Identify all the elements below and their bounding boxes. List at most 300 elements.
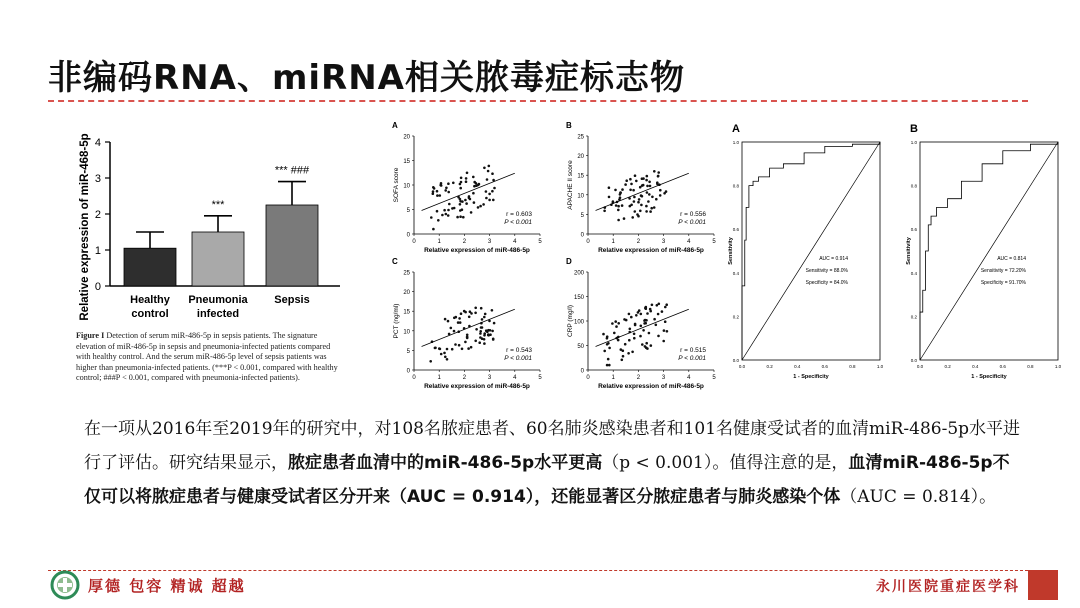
scatter-point — [639, 210, 642, 213]
scatter-ylabel: APACHE II score — [567, 160, 574, 210]
scatter-point — [633, 200, 636, 203]
scatter-point — [646, 175, 649, 178]
scatter-point — [643, 319, 646, 322]
scatter-ytick-label: 5 — [406, 348, 410, 355]
scatter-point — [475, 182, 478, 185]
scatter-point — [655, 324, 658, 327]
bar — [124, 248, 176, 286]
scatter-point — [622, 349, 625, 352]
roc-ytick-label: 0.0 — [910, 358, 917, 363]
scatter-xtick-label: 4 — [513, 239, 517, 245]
scatter-point — [649, 185, 652, 188]
roc-ytick-label: 1.0 — [732, 140, 739, 145]
roc-ytick-label: 0.6 — [732, 227, 739, 233]
scatter-point — [452, 182, 455, 185]
scatter-point — [430, 216, 433, 219]
scatter-ytick-label: 15 — [403, 159, 410, 165]
scatter-point — [458, 344, 461, 347]
scatter-point — [630, 183, 633, 186]
scatter-xtick-label: 1 — [611, 239, 615, 245]
roc-ytick-label: 0.8 — [732, 183, 739, 189]
scatter-p-value: P < 0.001 — [504, 219, 532, 226]
scatter-xtick-label: 2 — [636, 239, 641, 245]
footer-motto: 厚德 包容 精诚 超越 — [88, 576, 246, 595]
scatter-point — [478, 341, 481, 344]
scatter-point — [645, 306, 648, 309]
scatter-xtick-label: 4 — [687, 375, 691, 381]
scatter-point — [648, 181, 651, 184]
scatter-point — [485, 197, 488, 200]
scatter-point — [440, 353, 443, 356]
scatter-point — [642, 184, 645, 187]
bar-chart-ylabel: Relative expression of miR-468-5p — [79, 133, 91, 321]
scatter-ytick-label: 0 — [406, 368, 410, 375]
scatter-point — [640, 313, 643, 316]
scatter-point — [432, 228, 435, 231]
scatter-point — [653, 206, 656, 209]
scatter-point — [629, 205, 632, 208]
scatter-ylabel: SOFA score — [393, 167, 400, 203]
scatter-point — [483, 316, 486, 319]
scatter-point — [483, 167, 486, 170]
scatter-panel-a — [388, 116, 548, 256]
scatter-point — [621, 188, 624, 191]
scatter-point — [619, 193, 622, 196]
roc-xtick-label: 0.0 — [916, 364, 924, 369]
scatter-point — [466, 336, 469, 339]
scatter-point — [446, 348, 449, 351]
scatter-point — [633, 333, 636, 336]
scatter-ytick-label: 25 — [403, 270, 410, 277]
scatter-p-value: P < 0.001 — [504, 355, 532, 362]
scatter-xtick-label: 3 — [487, 375, 492, 381]
roc-diagonal — [742, 142, 880, 360]
scatter-point — [639, 186, 642, 189]
roc-xtick-label: 0.8 — [1027, 364, 1034, 369]
bar-chart-ytick-label: 1 — [94, 245, 101, 257]
body-text-3: （AUC = 0.814）。 — [840, 487, 997, 507]
scatter-point — [441, 214, 444, 217]
scatter-point — [637, 201, 640, 204]
scatter-point — [651, 196, 654, 199]
scatter-point — [491, 190, 494, 193]
scatter-point — [659, 194, 662, 197]
scatter-point — [641, 195, 644, 198]
roc-ytick-label: 0.4 — [732, 270, 739, 276]
scatter-xlabel: Relative expression of miR-486-5p — [424, 247, 530, 254]
scatter-point — [657, 175, 660, 178]
scatter-point — [481, 318, 484, 321]
scatter-point — [468, 195, 471, 198]
scatter-point — [606, 343, 609, 346]
scatter-point — [637, 311, 640, 314]
scatter-point — [460, 177, 463, 180]
scatter-point — [443, 209, 446, 212]
scatter-r-value: r = 0.603 — [506, 211, 532, 218]
scatter-point — [646, 185, 649, 188]
scatter-point — [627, 352, 630, 355]
scatter-ytick-label: 50 — [577, 344, 584, 350]
scatter-point — [445, 187, 448, 190]
scatter-point — [634, 323, 637, 326]
scatter-point — [439, 348, 442, 351]
scatter-point — [633, 196, 636, 199]
scatter-point — [432, 192, 435, 195]
bar-chart-ytick-label: 2 — [94, 209, 101, 221]
scatter-p-value: P < 0.001 — [678, 355, 706, 362]
scatter-point — [657, 313, 660, 316]
scatter-xtick-label: 1 — [437, 239, 441, 245]
scatter-point — [487, 334, 490, 337]
roc-xtick-label: 0.0 — [738, 364, 746, 369]
scatter-point — [462, 216, 465, 219]
scatter-point — [656, 181, 659, 184]
scatter-ytick-label: 200 — [573, 270, 584, 277]
bar-chart-ytick-label: 3 — [94, 173, 101, 185]
scatter-point — [646, 191, 649, 194]
scatter-point — [629, 178, 632, 181]
scatter-point — [444, 318, 447, 321]
scatter-point — [451, 207, 454, 210]
scatter-point — [473, 201, 476, 204]
scatter-point — [472, 192, 475, 195]
scatter-point — [461, 200, 464, 203]
scatter-point — [650, 207, 653, 210]
footer-left — [50, 568, 246, 602]
figure-caption-label: Figure I — [76, 331, 105, 340]
roc-xlabel: 1 - Specificity — [971, 374, 1007, 380]
scatter-point — [448, 203, 451, 206]
scatter-point — [465, 180, 468, 183]
scatter-point — [648, 193, 651, 196]
scatter-point — [634, 210, 637, 213]
scatter-point — [614, 320, 617, 323]
scatter-point — [636, 213, 639, 216]
scatter-point — [662, 340, 665, 343]
scatter-point — [453, 330, 456, 333]
scatter-point — [649, 310, 652, 313]
scatter-point — [450, 327, 453, 330]
scatter-point — [607, 358, 610, 361]
scatter-point — [646, 312, 649, 315]
scatter-point — [617, 205, 620, 208]
scatter-point — [647, 200, 650, 203]
scatter-point — [487, 170, 490, 173]
scatter-point — [489, 333, 492, 336]
scatter-point — [447, 191, 450, 194]
scatter-panel-letter: B — [566, 121, 572, 130]
figure-caption-text: Detection of serum miR-486-5p in sepsis patients. The signature elevation of miR-486-5p in sepsis and pneumonia-infected patients compared with healthy control. And the serum miR-486-5p level of sepsis patients was higher than pneumonia-infected patients. (***P < 0.001, compared with healthy control; ###P < 0.001, compared with pneumonia-infected patients). — [76, 331, 338, 383]
scatter-point — [459, 198, 462, 201]
scatter-point — [661, 310, 664, 313]
scatter-ytick-label: 5 — [406, 208, 410, 214]
scatter-point — [447, 320, 450, 323]
bar-category-label: Pneumonia — [188, 294, 248, 306]
scatter-ytick-label: 10 — [403, 329, 410, 336]
scatter-point — [469, 310, 472, 313]
scatter-xtick-label: 3 — [661, 239, 666, 245]
body-highlight-1: 脓症患者血清中的miR-486-5p水平更高 — [288, 453, 603, 473]
roc-specificity-label: Specificity = 91.70% — [980, 280, 1026, 286]
roc-ytick-label: 0.4 — [910, 270, 917, 276]
scatter-point — [483, 342, 486, 345]
scatter-point — [455, 316, 458, 319]
roc-sensitivity-label: Sensitivity = 72.20% — [980, 268, 1026, 274]
roc-ytick-label: 0.8 — [910, 183, 917, 189]
scatter-point — [641, 343, 644, 346]
roc-ylabel: Sensitivity — [728, 237, 734, 265]
scatter-ylabel: PCT (ng/ml) — [393, 303, 400, 339]
title-divider — [48, 100, 1028, 102]
scatter-regression-line — [422, 309, 515, 346]
body-highlight-2: 血清miR-486-5p不仅可以将脓症患者与健康受试者区分开来（AUC = 0.914），还能显著区分脓症患者与肺炎感染个体 — [84, 453, 1010, 507]
bar — [266, 205, 318, 286]
scatter-point — [656, 304, 659, 307]
scatter-point — [631, 351, 634, 354]
body-text-2: （p < 0.001）。值得注意的是， — [602, 453, 849, 473]
scatter-point — [644, 345, 647, 348]
roc-ytick-label: 1.0 — [910, 140, 917, 145]
scatter-ytick-label: 0 — [580, 232, 584, 239]
scatter-point — [483, 334, 486, 337]
scatter-point — [475, 184, 478, 187]
scatter-point — [608, 186, 611, 189]
scatter-point — [653, 318, 656, 321]
scatter-r-value: r = 0.543 — [506, 347, 532, 354]
scatter-point — [631, 216, 634, 219]
scatter-point — [460, 181, 463, 184]
scatter-point — [443, 352, 446, 355]
scatter-xlabel: Relative expression of miR-486-5p — [424, 383, 530, 390]
scatter-point — [486, 330, 489, 333]
scatter-point — [641, 177, 644, 180]
scatter-panel-letter: A — [392, 121, 398, 130]
roc-ytick-label: 0.2 — [910, 314, 917, 320]
scatter-xtick-label: 0 — [412, 239, 416, 245]
scatter-point — [651, 304, 654, 307]
scatter-point — [493, 187, 496, 190]
scatter-point — [640, 325, 643, 328]
scatter-point — [645, 205, 648, 208]
scatter-point — [485, 190, 488, 193]
roc-panel-letter: B — [910, 123, 918, 135]
scatter-xtick-label: 5 — [538, 375, 542, 381]
bar-chart-ytick-label: 0 — [94, 281, 101, 293]
scatter-point — [642, 329, 645, 332]
scatter-point — [482, 203, 485, 206]
scatter-point — [623, 318, 626, 321]
scatter-xtick-label: 4 — [687, 239, 691, 245]
scatter-point — [429, 360, 432, 363]
scatter-point — [645, 210, 648, 213]
scatter-regression-line — [596, 309, 689, 346]
scatter-point — [459, 321, 462, 324]
roc-panel-a — [722, 116, 892, 392]
scatter-point — [486, 178, 489, 181]
scatter-point — [460, 312, 463, 315]
bar-chart — [70, 112, 360, 327]
scatter-xtick-label: 1 — [437, 375, 441, 381]
scatter-point — [454, 343, 457, 346]
scatter-point — [606, 337, 609, 340]
slide-title: 非编码RNA、miRNA相关脓毒症标志物 — [48, 58, 685, 98]
scatter-point — [434, 347, 437, 350]
scatter-point — [615, 325, 618, 328]
scatter-point — [444, 356, 447, 359]
scatter-point — [488, 199, 491, 202]
scatter-point — [643, 322, 646, 325]
bar-category-label: Healthy — [130, 294, 170, 306]
scatter-point — [465, 177, 468, 180]
scatter-xtick-label: 5 — [538, 239, 542, 245]
scatter-ytick-label: 150 — [573, 295, 584, 301]
scatter-point — [649, 210, 652, 213]
scatter-point — [439, 194, 442, 197]
scatter-point — [461, 208, 464, 211]
scatter-point — [459, 203, 462, 206]
scatter-point — [474, 307, 477, 310]
scatter-point — [635, 180, 638, 183]
scatter-r-value: r = 0.556 — [680, 211, 706, 218]
scatter-point — [459, 215, 462, 218]
scatter-ytick-label: 15 — [577, 173, 584, 180]
scatter-point — [445, 213, 448, 216]
scatter-point — [640, 204, 643, 207]
scatter-point — [480, 307, 483, 310]
scatter-point — [492, 338, 495, 341]
body-paragraph — [84, 412, 1024, 514]
scatter-point — [464, 199, 467, 202]
scatter-point — [472, 176, 475, 179]
scatter-point — [624, 343, 627, 346]
scatter-point — [657, 335, 660, 338]
scatter-point — [657, 171, 660, 174]
scatter-xlabel: Relative expression of miR-486-5p — [598, 383, 704, 390]
roc-ytick-label: 0.2 — [732, 314, 739, 320]
scatter-point — [491, 172, 494, 175]
roc-xtick-label: 0.2 — [766, 364, 773, 369]
roc-xtick-label: 0.6 — [999, 364, 1006, 369]
scatter-point — [645, 179, 648, 182]
scatter-point — [633, 337, 636, 340]
scatter-point — [665, 303, 668, 306]
roc-xlabel: 1 - Specificity — [793, 374, 829, 380]
scatter-point — [436, 190, 439, 193]
scatter-xtick-label: 4 — [513, 375, 517, 381]
hospital-logo-icon — [50, 570, 80, 600]
scatter-xtick-label: 2 — [462, 375, 467, 381]
scatter-point — [613, 332, 616, 335]
scatter-regression-line — [422, 173, 515, 210]
seal-stamp-icon — [1028, 570, 1058, 600]
scatter-point — [622, 355, 625, 358]
scatter-point — [653, 170, 656, 173]
roc-sensitivity-label: Sensitivity = 88.0% — [805, 268, 848, 274]
roc-specificity-label: Specificity = 84.0% — [805, 280, 848, 286]
scatter-point — [655, 198, 658, 201]
scatter-point — [625, 179, 628, 182]
scatter-xtick-label: 1 — [611, 375, 615, 381]
scatter-point — [639, 335, 642, 338]
scatter-point — [623, 217, 626, 220]
scatter-point — [480, 326, 483, 329]
scatter-point — [466, 172, 469, 175]
scatter-point — [617, 219, 620, 222]
roc-xtick-label: 0.4 — [794, 364, 801, 369]
scatter-panel-b — [562, 116, 722, 256]
roc-xtick-label: 1.0 — [876, 364, 884, 369]
scatter-point — [465, 202, 468, 205]
scatter-point — [474, 312, 477, 315]
scatter-xtick-label: 3 — [487, 239, 492, 245]
roc-auc-label: AUC = 0.914 — [819, 256, 848, 262]
scatter-r-value: r = 0.515 — [680, 347, 706, 354]
scatter-point — [621, 204, 624, 207]
scatter-xtick-label: 2 — [636, 375, 641, 381]
scatter-point — [621, 359, 624, 362]
scatter-point — [484, 313, 487, 316]
scatter-point — [608, 196, 611, 199]
scatter-point — [611, 322, 614, 325]
scatter-point — [489, 329, 492, 332]
body-text-1: 在一项从2016年至2019年的研究中，对108名脓症患者、60名肺炎感染患者和101名健康受试者的血清miR-486-5p水平进行了评估。研究结果显示， — [84, 419, 1021, 473]
scatter-panel-letter: C — [392, 257, 398, 266]
roc-xtick-label: 0.2 — [944, 364, 951, 369]
scatter-xtick-label: 0 — [586, 375, 590, 381]
scatter-point — [603, 210, 606, 213]
scatter-point — [628, 339, 631, 342]
scatter-xtick-label: 5 — [712, 239, 716, 245]
scatter-point — [666, 330, 669, 333]
scatter-point — [635, 314, 638, 317]
scatter-point — [491, 309, 494, 312]
scatter-point — [459, 187, 462, 190]
scatter-ylabel: CRP (mg/l) — [567, 304, 574, 338]
scatter-xtick-label: 3 — [661, 375, 666, 381]
scatter-point — [617, 339, 620, 342]
scatter-point — [470, 211, 473, 214]
scatter-point — [615, 204, 618, 207]
scatter-point — [481, 337, 484, 340]
roc-ytick-label: 0.6 — [910, 227, 917, 233]
scatter-point — [492, 199, 495, 202]
scatter-point — [458, 317, 461, 320]
bar-chart-ytick-label: 4 — [94, 137, 101, 149]
significance-label: *** ### — [274, 164, 310, 177]
scatter-point — [608, 347, 611, 350]
scatter-ytick-label: 20 — [403, 134, 410, 141]
scatter-point — [645, 342, 648, 345]
scatter-panel-d — [562, 252, 722, 392]
scatter-point — [648, 332, 651, 335]
scatter-ytick-label: 15 — [403, 309, 410, 316]
scatter-point — [436, 210, 439, 213]
scatter-ytick-label: 10 — [403, 183, 410, 190]
roc-panel-letter: A — [732, 123, 740, 135]
footer-department: 永川医院重症医学科 — [876, 579, 1020, 595]
scatter-point — [634, 174, 637, 177]
scatter-point — [630, 316, 633, 319]
scatter-point — [439, 184, 442, 187]
scatter-point — [488, 193, 491, 196]
scatter-point — [479, 332, 482, 335]
scatter-point — [447, 209, 450, 212]
scatter-xtick-label: 5 — [712, 375, 716, 381]
scatter-point — [664, 320, 667, 323]
roc-xtick-label: 0.8 — [849, 364, 856, 369]
scatter-ytick-label: 20 — [403, 290, 410, 297]
scatter-point — [617, 322, 620, 325]
